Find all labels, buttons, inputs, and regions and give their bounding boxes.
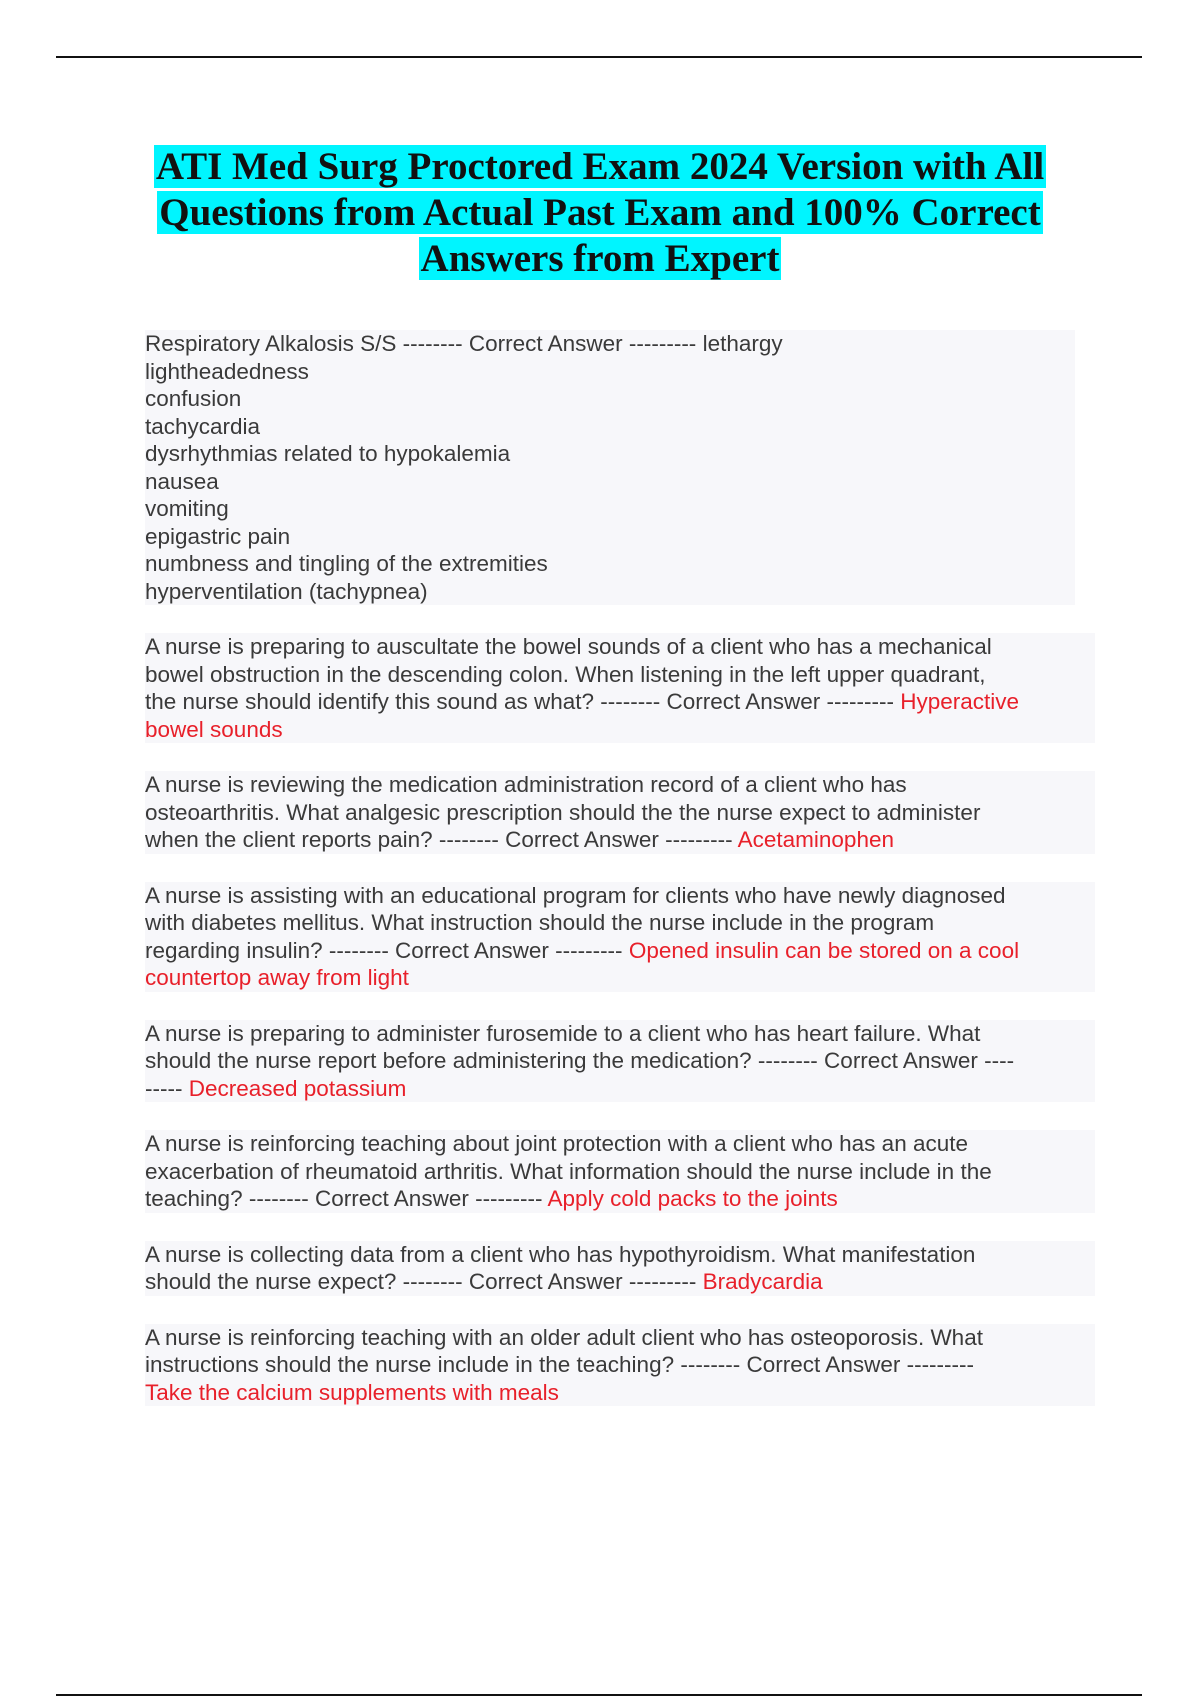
correct-answer: Decreased potassium: [188, 1075, 407, 1101]
title-line: ATI Med Surg Proctored Exam 2024 Version with All: [155, 145, 1045, 188]
header-rule: [56, 56, 1142, 58]
question-line: regarding insulin? -------- Correct Answer --------- Opened insulin can be stored on a cool: [145, 937, 1020, 963]
question-line: A nurse is assisting with an educational program for clients who have newly diagnosed: [145, 882, 1006, 908]
footer-rule: [56, 1694, 1142, 1696]
question-line: with diabetes mellitus. What instruction should the nurse include in the program: [145, 910, 935, 935]
answer-list-item: epigastric pain: [145, 523, 291, 549]
document-title: [120, 144, 1080, 282]
qa-item: [145, 1241, 1095, 1296]
question-line: A nurse is reinforcing teaching with an older adult client who has osteoporosis. What: [145, 1324, 983, 1350]
title-line: Answers from Expert: [420, 237, 780, 280]
question-line: when the client reports pain? -------- Correct Answer --------- Acetaminophen: [145, 827, 894, 852]
answer-list-item: nausea: [145, 468, 219, 494]
question-line: A nurse is preparing to auscultate the bowel sounds of a client who has a mechanical: [145, 634, 992, 659]
qa-item: [145, 882, 1095, 992]
question-line: should the nurse report before administering the medication? -------- Correct Answer ----: [145, 1048, 1015, 1073]
qa-item: [145, 633, 1095, 743]
question-line: A nurse is reinforcing teaching about joint protection with a client who has an acute: [145, 1131, 968, 1156]
question-line: teaching? -------- Correct Answer --------- Apply cold packs to the joints: [145, 1186, 838, 1211]
qa-item: [145, 1020, 1095, 1103]
question-line: should the nurse expect? -------- Correct Answer --------- Bradycardia: [145, 1269, 823, 1294]
qa-item: [145, 330, 1075, 605]
answer-list-item: vomiting: [145, 496, 229, 521]
qa-item: [145, 1324, 1095, 1407]
question-line: bowel obstruction in the descending colon. When listening in the left upper quadrant,: [145, 661, 986, 687]
correct-answer: Bradycardia: [702, 1269, 823, 1294]
answer-list-item: dysrhythmias related to hypokalemia: [145, 441, 511, 466]
correct-answer: Opened insulin can be stored on a cool: [628, 937, 1020, 963]
correct-answer: Acetaminophen: [737, 827, 894, 852]
answer-text: lethargy: [702, 331, 783, 356]
question-line: the nurse should identify this sound as what? -------- Correct Answer --------- Hyperactive: [145, 689, 1020, 714]
title-line: Questions from Actual Past Exam and 100% Correct: [159, 191, 1041, 234]
correct-answer: countertop away from light: [145, 965, 409, 990]
question-line: instructions should the nurse include in the teaching? -------- Correct Answer ---------: [145, 1352, 975, 1377]
question-line: A nurse is reviewing the medication administration record of a client who has: [145, 772, 907, 797]
answer-list-item: lightheadedness: [145, 358, 309, 384]
question-line: A nurse is preparing to administer furosemide to a client who has heart failure. What: [145, 1020, 981, 1046]
qa-item: [145, 1130, 1095, 1213]
correct-answer: Take the calcium supplements with meals: [145, 1379, 559, 1405]
question-line: ----- Decreased potassium: [145, 1075, 407, 1101]
answer-list-item: hyperventilation (tachypnea): [145, 578, 428, 604]
qa-item: [145, 771, 1095, 854]
question-line: Respiratory Alkalosis S/S -------- Correct Answer --------- lethargy: [145, 331, 783, 356]
question-line: A nurse is collecting data from a client who has hypothyroidism. What manifestation: [145, 1241, 976, 1267]
answer-list-item: confusion: [145, 386, 242, 411]
correct-answer: Apply cold packs to the joints: [547, 1186, 838, 1211]
answer-list-item: numbness and tingling of the extremities: [145, 551, 548, 576]
question-line: exacerbation of rheumatoid arthritis. What information should the nurse include in the: [145, 1158, 992, 1184]
correct-answer: Hyperactive: [900, 689, 1020, 714]
correct-answer: bowel sounds: [145, 716, 283, 742]
question-line: osteoarthritis. What analgesic prescription should the the nurse expect to administer: [145, 799, 981, 825]
qa-content: [145, 330, 1095, 1434]
answer-list-item: tachycardia: [145, 413, 261, 439]
